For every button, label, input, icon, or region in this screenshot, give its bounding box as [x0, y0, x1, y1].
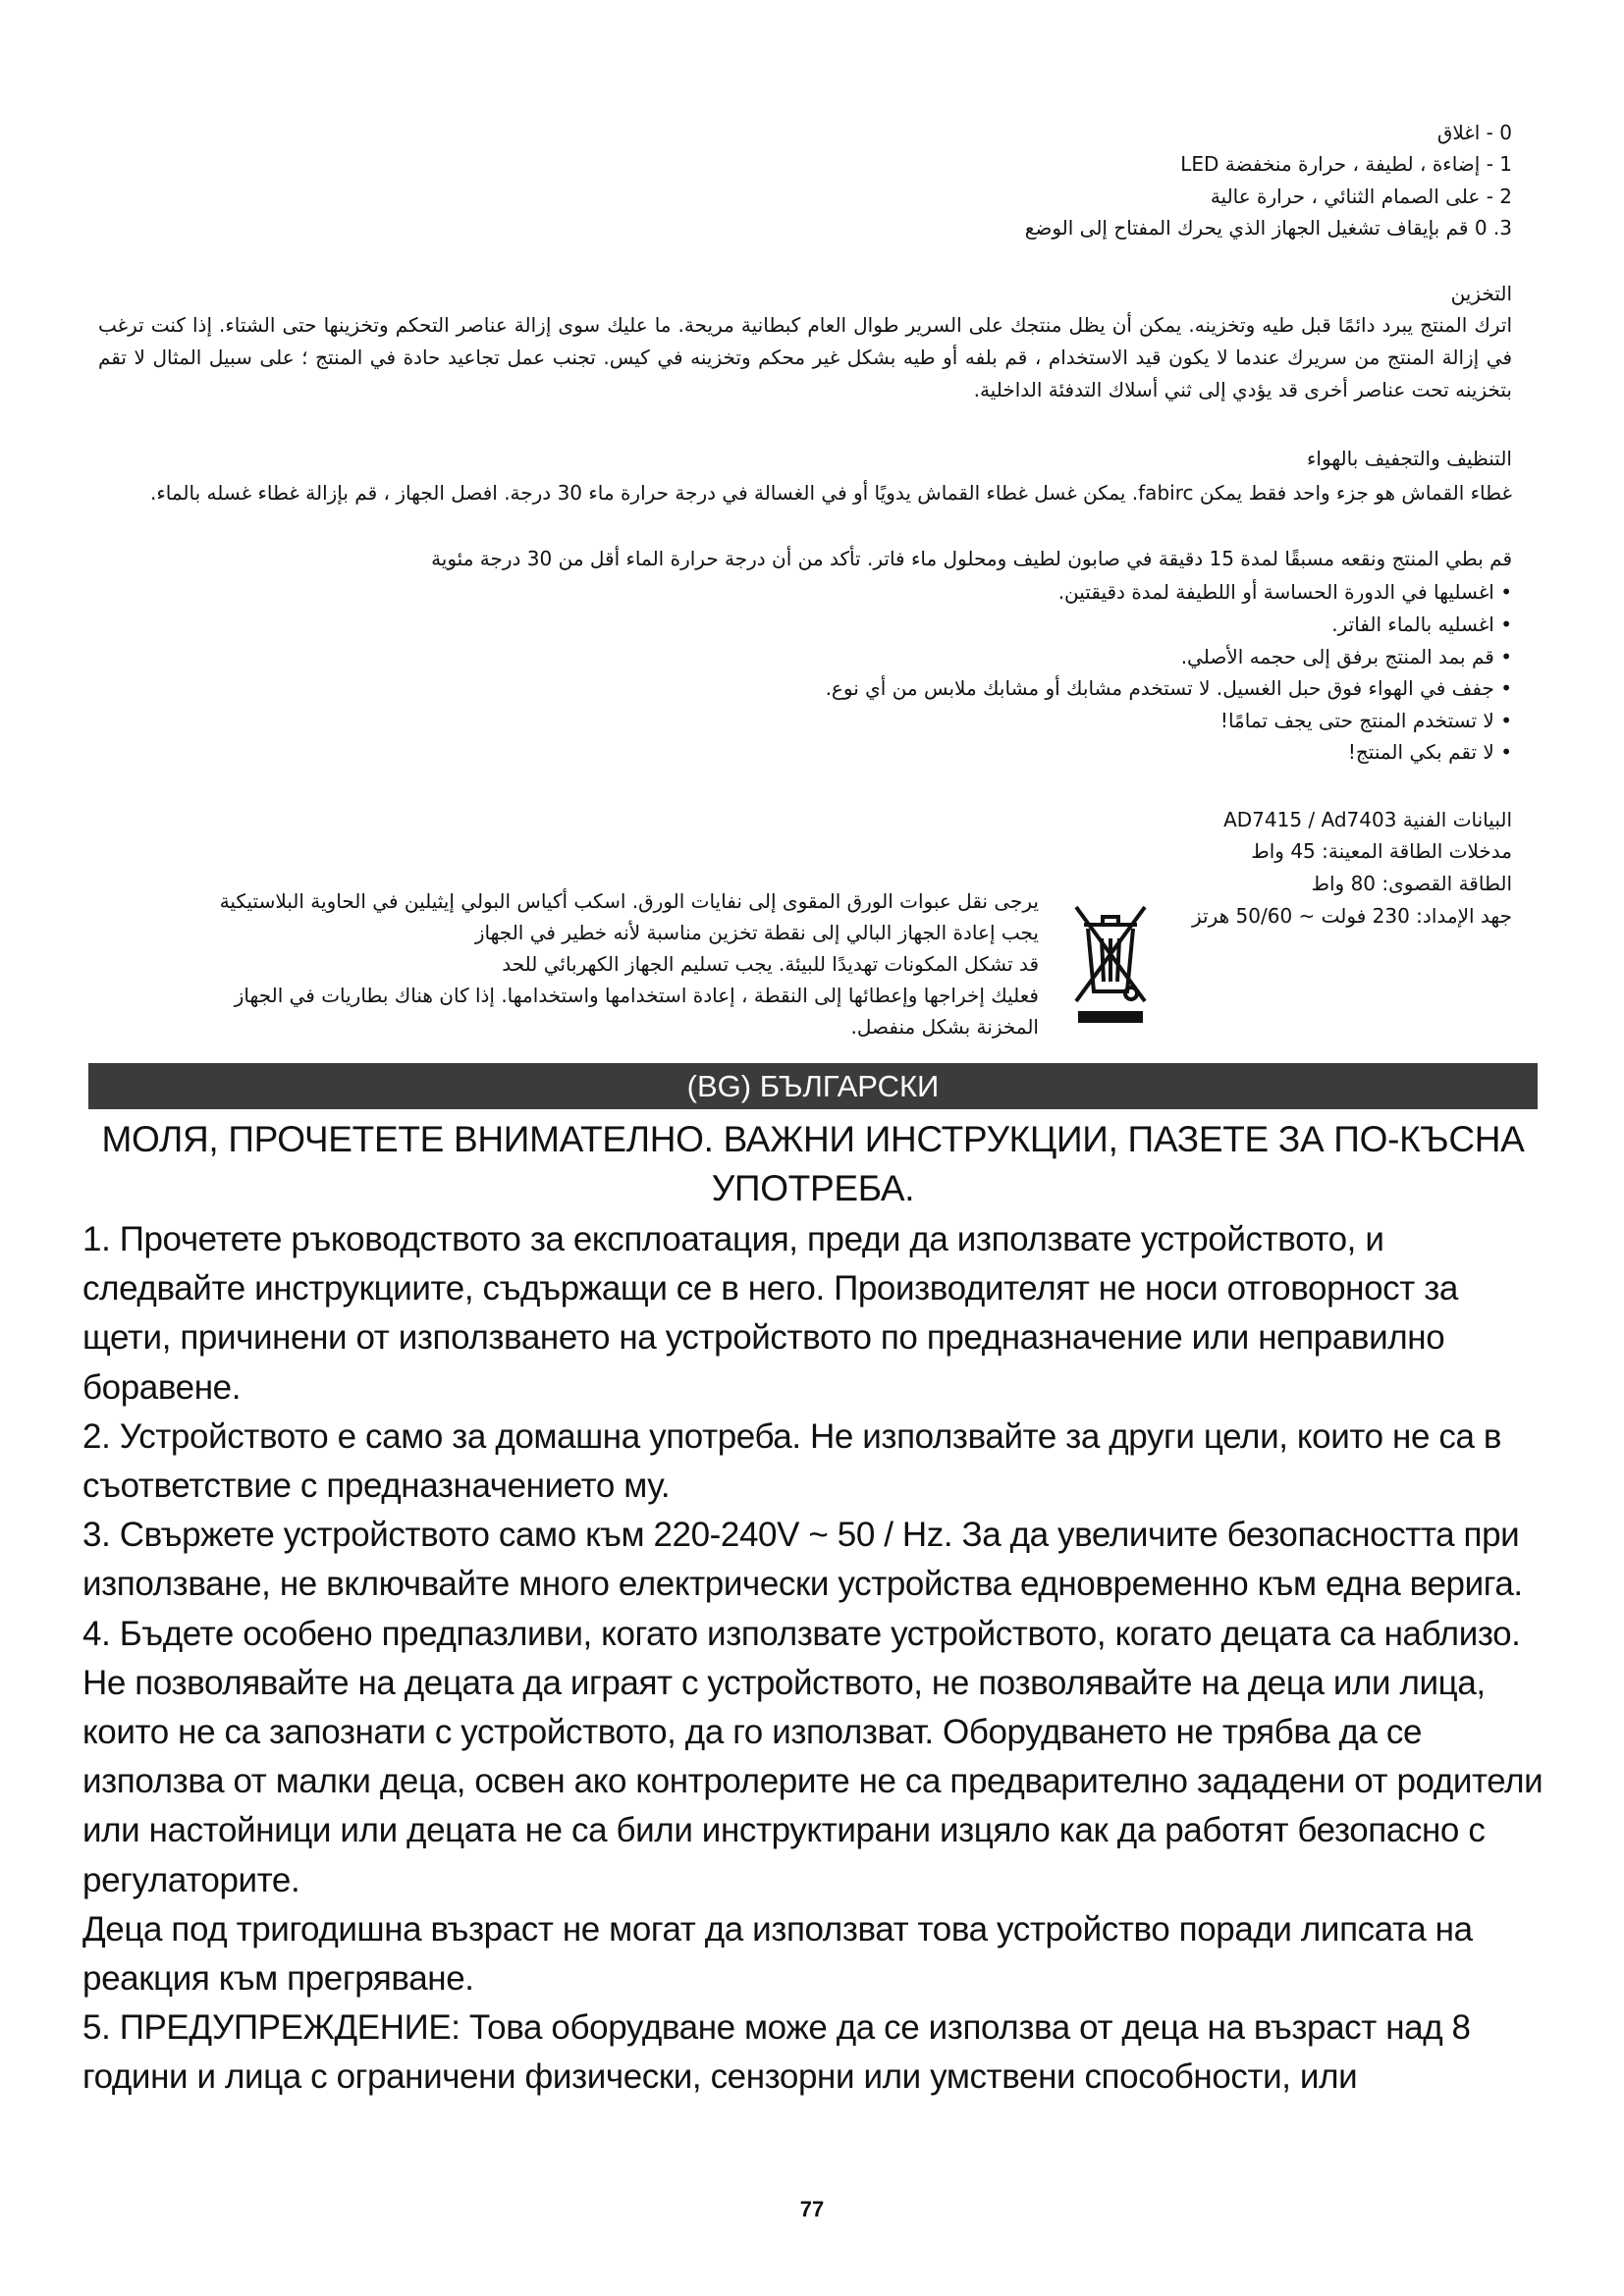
- instruction-paragraph: 5. ПРЕДУПРЕЖДЕНИЕ: Това оборудване може да се използва от деца на възраст над 8 години и лица с ограничени физически, сензорни или умствени способности, или: [82, 2008, 1471, 2097]
- weee-line: فعليك إخراجها وإعطائها إلى النقطة ، إعادة استخدامها واستخدامها. إذا كان هناك بطاريات في الجهاز: [234, 984, 1039, 1007]
- weee-line: يجب إعادة الجهاز البالي إلى نقطة تخزين مناسبة لأنه خطير في الجهاز: [474, 921, 1039, 944]
- control-line-switch-off: 3. 0 قم بإيقاف تشغيل الجهاز الذي يحرك المفتاح إلى الوضع: [1024, 216, 1512, 240]
- weee-line: يرجى نقل عبوات الورق المقوى إلى نفايات الورق. اسكب أكياس البولي إيثيلين في الحاوية البلاستيكية: [219, 889, 1039, 913]
- control-line-high: 2 - على الصمام الثنائي ، حرارة عالية: [1210, 185, 1512, 208]
- instruction-paragraph: 2. Устройството е само за домашна употреба. Не използвайте за други цели, които не са в съответствие с предназначението му.: [82, 1416, 1502, 1506]
- specs-line: الطاقة القصوى: 80 واط: [1311, 872, 1512, 895]
- cleaning-step: • قم بمد المنتج برفق إلى حجمه الأصلي.: [1180, 645, 1512, 668]
- storage-text: اترك المنتج يبرد دائمًا قبل طيه وتخزينه. يمكن أن يظل منتجك على السرير طوال العام كبطانية مريحة. ما عليك سوى إزالة عناصر التحكم وتخزينها حتى الشتاء. إذا كنت ترغب في إزالة المنتج من سريرك عندما لا يكون قيد الاستخدام ، قم بلفه أو طيه بشكل غير محكم وتخزينه في كيس. تجنب عمل تجاعيد حادة في المنتج ؛ على سبيل المثال لا تقم بتخزينه تحت عناصر أخرى قد يؤدي إلى ثني أسلاك التدفئة الداخلية.: [98, 313, 1512, 401]
- language-section-bar: (BG) БЪЛГАРСКИ: [88, 1063, 1538, 1109]
- cleaning-title: التنظيف والتجفيف بالهواء: [1307, 447, 1512, 470]
- storage-title: التخزين: [1450, 282, 1512, 305]
- instruction-paragraph: 1. Прочетете ръководството за експлоатация, преди да използвате устройството, и следвайте инструкциите, съдържащи се в него. Производителят не носи отговорност за щети, причинени от използването на устройството по предназначение или неправилно боравене.: [82, 1220, 1458, 1407]
- cleaning-step: • لا تستخدم المنتج حتى يجف تمامًا!: [1219, 709, 1512, 732]
- cleaning-intro: غطاء القماش هو جزء واحد فقط يمكن fabirc. يمكن غسل غطاء القماش يدويًا أو في الغسالة في درجة حرارة ماء 30 درجة. افصل الجهاز ، قم بإزالة غطاء غسله بالماء.: [150, 481, 1512, 505]
- instructions-body: [82, 1215, 1547, 2103]
- control-line-low: 1 - إضاءة ، لطيفة ، حرارة منخفضة LED: [1180, 152, 1512, 176]
- control-line-off: 0 - اغلاق: [1436, 121, 1512, 144]
- cleaning-step: • اغسليه بالماء الفاتر.: [1331, 613, 1512, 636]
- cleaning-step: • اغسليها في الدورة الحساسة أو اللطيفة لمدة دقيقتين.: [1057, 580, 1512, 604]
- instruction-paragraph: Деца под тригодишна възраст не могат да използват това устройство поради липсата на реакция към прегряване.: [82, 1909, 1473, 1999]
- specs-model: البيانات الفنية AD7415 / Ad7403: [1223, 808, 1512, 831]
- specs-line: جهد الإمداد: 230 فولت ~ 50/60 هرتز: [1191, 904, 1512, 928]
- crossed-out-bin-icon: [1070, 895, 1151, 1031]
- cleaning-step: • لا تقم بكي المنتج!: [1347, 740, 1512, 764]
- section-heading: МОЛЯ, ПРОЧЕТЕТЕ ВНИМАТЕЛНО. ВАЖНИ ИНСТРУКЦИИ, ПАЗЕТЕ ЗА ПО-КЪСНА УПОТРЕБА.: [101, 1119, 1525, 1208]
- instruction-paragraph: 4. Бъдете особено предпазливи, когато използвате устройството, когато децата са наблизо. Не позволявайте на децата да играят с устройството, не позволявайте на деца или лица, които не са запознати с устройството, да го използват. Оборудването не трябва да се използва от малки деца, освен ако контролерите не са предварително зададени от родители или настойници или децата не са били инструктирани изцяло как да работят безопасно с регулаторите.: [82, 1614, 1543, 1899]
- weee-line: قد تشكل المكونات تهديدًا للبيئة. يجب تسليم الجهاز الكهربائي للحد: [502, 952, 1039, 976]
- weee-line: المخزنة بشكل منفصل.: [850, 1015, 1039, 1039]
- page-number: 77: [799, 2197, 825, 2221]
- weee-disposal-text: [106, 885, 1039, 1042]
- instruction-paragraph: 3. Свържете устройството само към 220-240V ~ 50 / Hz. За да увеличите безопасността при използване, не включвайте много електрически устройства едновременно към една верига.: [82, 1516, 1523, 1604]
- cleaning-step: قم بطي المنتج ونقعه مسبقًا لمدة 15 دقيقة في صابون لطيف ومحلول ماء فاتر. تأكد من أن درجة حرارة الماء أقل من 30 درجة مئوية: [431, 547, 1512, 570]
- cleaning-step: • جفف في الهواء فوق حبل الغسيل. لا تستخدم مشابك أو مشابك ملابس من أي نوع.: [825, 676, 1512, 700]
- specs-line: مدخلات الطاقة المعينة: 45 واط: [1251, 839, 1512, 863]
